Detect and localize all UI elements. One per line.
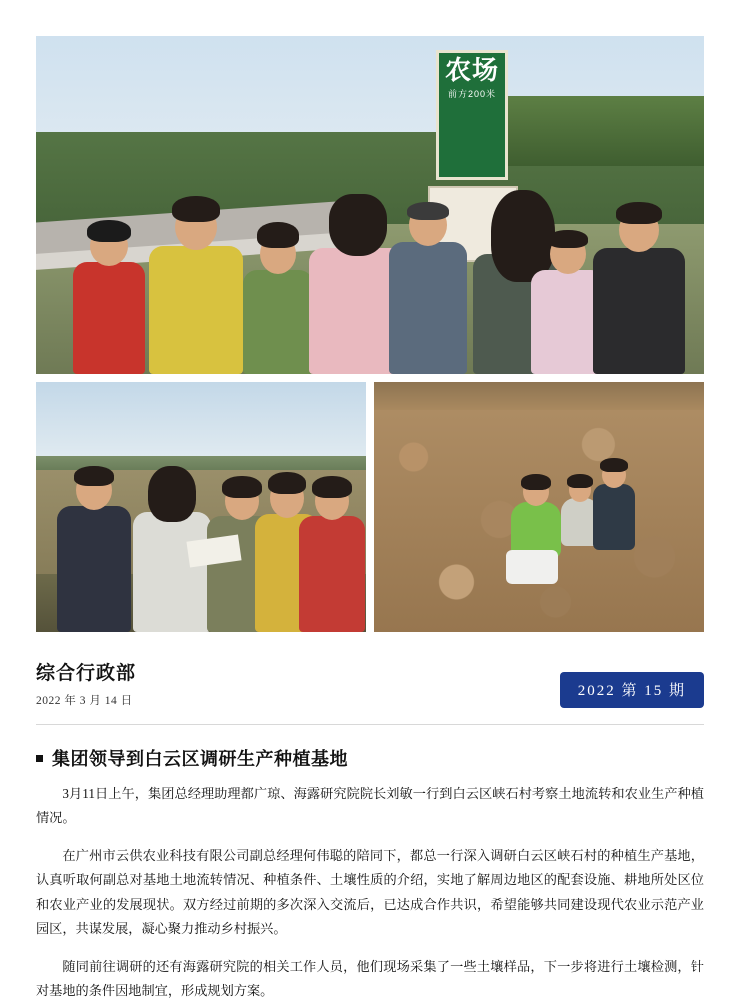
document-meta [36,658,704,708]
department-name: 综合行政部 [36,663,137,684]
person-hair [312,476,352,498]
photo-row-bottom [36,382,704,632]
bullet-square-icon [36,755,43,762]
treeline-right [476,96,704,166]
person-dark-jacket [56,456,132,632]
person-red-hoodie [298,470,366,632]
person-hair [616,202,662,224]
person-black-shirt [592,200,686,374]
person-body [243,270,313,374]
meta-left [36,658,136,708]
article-paragraph-1: 3月11日上午，集团总经理助理都广琼、海露研究院院长刘敏一行到白云区峡石村考察土地流转和农业生产种植情况。 [36,786,704,826]
person-hair [257,222,299,248]
person-body [299,516,365,632]
person-red-jacket [72,224,146,374]
article-paragraph-2: 在广州市云供农业科技有限公司副总经理何伟聪的陪同下，都总一行深入调研白云区峡石村的种植生产基地，认真听取何副总对基地土地流转情况、种植条件、土壤性质的介绍，实地了解周边地区的配套设施、耕地所处区位和农业产业的发展现状。双方经过前期的多次深入交流后，已达成合作共识，希望能够共同建设现代农业示范产业园区，共谋发展，凝心聚力推动乡村振兴。 [36,848,704,937]
person-hair [600,458,628,472]
person-hair [567,474,593,488]
person-hair [521,474,551,490]
person-body [57,506,131,632]
person-crouching-green-legs [506,550,558,584]
photo-bottom-right [374,382,704,632]
person-hair [172,196,220,222]
person-body [389,242,467,374]
person-standing-dark [592,458,636,550]
person-body [593,484,635,550]
person-hair [548,230,588,248]
header-divider [36,724,704,725]
field-horizon [374,382,704,410]
person-yellow-jacket [148,198,244,374]
photo-hero [36,36,704,374]
person-body [593,248,685,374]
photo-collage [36,36,704,632]
person-green-top [242,224,314,374]
person-hair [407,202,449,220]
article-headline [36,745,704,771]
person-hair [329,194,387,256]
person-crouching-green [510,476,562,558]
person-hair [148,466,196,522]
person-body [73,262,145,374]
article-headline-text: 集团领导到白云区调研生产种植基地 [52,749,348,769]
farm-road-sign-text: 农场 [444,55,499,85]
person-speaker-grey-jacket [388,192,468,374]
person-cap [87,220,131,242]
photo-bottom-left [36,382,366,632]
publish-date: 2022 年 3 月 14 日 [36,695,133,707]
article-paragraph-3: 随同前往调研的还有海露研究院的相关工作人员，他们现场采集了一些土壤样品，下一步将进行土壤检测，针对基地的条件因地制宜，形成规划方案。 [36,958,704,999]
issue-badge: 2022 第 15 期 [560,672,704,708]
person-hair [74,466,114,486]
person-body [149,246,243,374]
farm-road-sign-subtext: 前方200米 [447,89,497,100]
person-body [133,512,211,632]
farm-road-sign [436,50,508,180]
